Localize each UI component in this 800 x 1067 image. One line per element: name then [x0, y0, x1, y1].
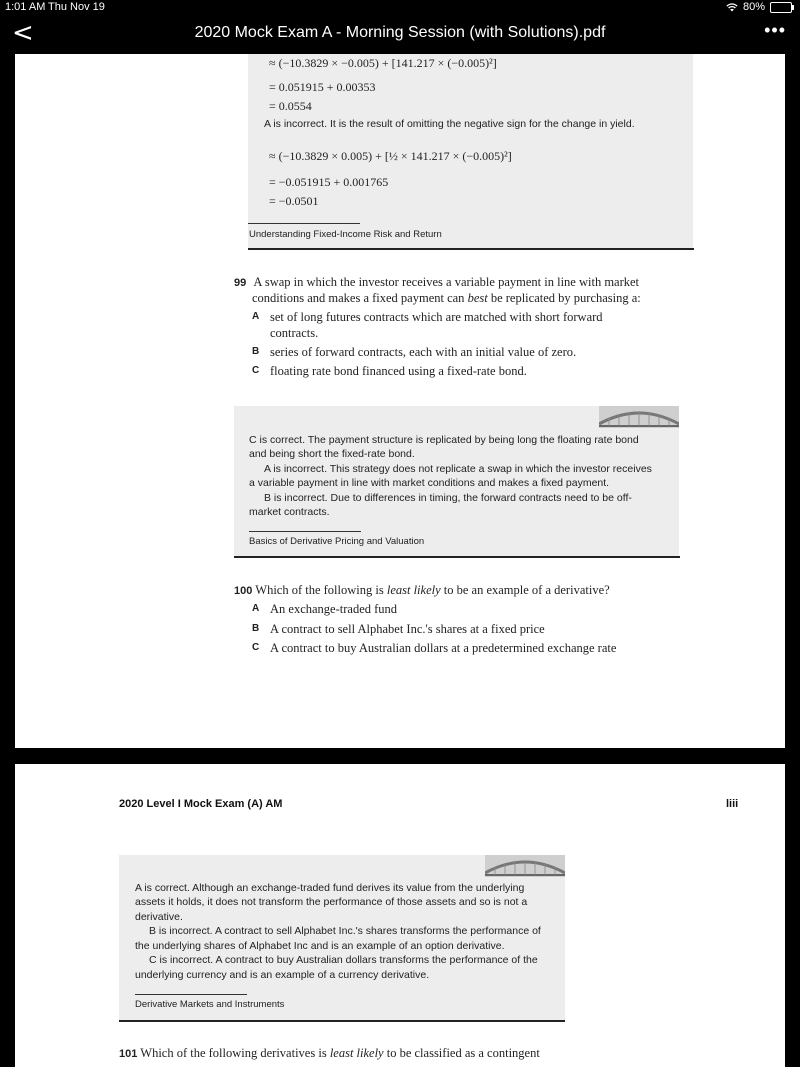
solution-a-incorrect: A is incorrect. It is the result of omitting the negative sign for the change in yield. — [264, 118, 635, 130]
option-a[interactable] — [252, 309, 672, 341]
divider-long — [119, 1020, 565, 1022]
solution-line: derivative. — [135, 911, 183, 923]
status-bar — [0, 0, 800, 16]
back-button[interactable]: < — [12, 18, 34, 48]
divider-long — [234, 556, 680, 558]
divider-short — [248, 223, 360, 224]
page-header-title: 2020 Level I Mock Exam (A) AM — [119, 798, 283, 810]
option-letter: A — [252, 603, 260, 614]
question-101 — [119, 1045, 540, 1062]
question-number: 101 — [119, 1048, 138, 1060]
solution-line: market contracts. — [249, 506, 330, 518]
question-99-line2 — [252, 290, 641, 306]
bridge-icon — [485, 855, 565, 877]
reading-reference: Derivative Markets and Instruments — [135, 999, 285, 1010]
status-right — [726, 1, 792, 13]
math-line-2: = 0.051915 + 0.00353 — [269, 80, 376, 94]
option-letter: C — [252, 642, 260, 653]
solution-line: A is correct. Although an exchange-traded fund derives its value from the underlying — [135, 882, 525, 894]
solution-line: the underlying shares of Alphabet Inc and is an example of an option derivative. — [135, 940, 505, 952]
pdf-page-1[interactable] — [15, 54, 785, 748]
solution-line: underlying currency and is an example of a currency derivative. — [135, 969, 430, 981]
emphasis: least likely — [329, 1046, 384, 1060]
option-text: floating rate bond financed using a fixed-rate bond. — [270, 364, 527, 378]
option-text: series of forward contracts, each with an initial value of zero. — [270, 345, 577, 359]
option-text: An exchange-traded fund — [270, 602, 398, 616]
emphasis: least likely — [386, 583, 441, 597]
solution-line: and being short the fixed-rate bond. — [249, 448, 415, 460]
question-number: 99 — [234, 277, 247, 289]
reading-reference: Basics of Derivative Pricing and Valuation — [249, 536, 425, 547]
question-text: to be an example of a derivative? — [440, 583, 610, 597]
option-letter: B — [252, 346, 260, 357]
question-text: Which of the following derivatives is — [140, 1046, 330, 1060]
option-b[interactable] — [252, 621, 672, 637]
bridge-icon — [599, 406, 679, 428]
solution-line: C is correct. The payment structure is replicated by being long the floating rate bond — [249, 434, 639, 446]
option-text: set of long futures contracts which are matched with short forward — [270, 310, 603, 324]
solution-line: A is incorrect. This strategy does not replicate a swap in which the investor receives — [264, 463, 652, 475]
pdf-page-2[interactable] — [15, 764, 785, 1067]
question-text: conditions and makes a fixed payment can — [252, 291, 468, 305]
question-100 — [234, 582, 610, 599]
math-line-4: ≈ (−10.3829 × 0.005) + [½ × 141.217 × (−0.005)²] — [269, 149, 512, 163]
document-title: 2020 Mock Exam A - Morning Session (with Solutions).pdf — [194, 24, 606, 41]
solution-line: a variable payment in line with market conditions and makes a fixed payment. — [249, 477, 610, 489]
solution-line: C is incorrect. A contract to buy Australian dollars transforms the performance of the — [149, 954, 538, 966]
math-line-6: = −0.0501 — [269, 194, 319, 208]
divider-long — [248, 248, 694, 250]
question-text: Which of the following is — [255, 583, 387, 597]
status-time: 1:01 AM — [5, 1, 46, 13]
question-99 — [234, 274, 639, 291]
question-text: to be classified as a contingent — [383, 1046, 540, 1060]
math-line-1: ≈ (−10.3829 × −0.005) + [141.217 × (−0.005)²] — [269, 56, 497, 70]
option-text: A contract to sell Alphabet Inc.'s shares at a fixed price — [270, 622, 545, 636]
battery-icon — [770, 2, 792, 13]
option-b[interactable] — [252, 344, 672, 360]
divider-short — [135, 994, 247, 995]
nav-bar — [0, 16, 800, 54]
battery-percent: 80% — [742, 1, 765, 13]
solution-line: assets it holds, it does not transform the performance of those assets and so is not a — [135, 896, 528, 908]
option-letter: C — [252, 365, 260, 376]
option-a[interactable] — [252, 601, 672, 617]
question-text: be replicated by purchasing a: — [487, 291, 641, 305]
option-text: contracts. — [270, 326, 319, 340]
question-text: A swap in which the investor receives a variable payment in line with market — [253, 275, 640, 289]
solution-line: B is incorrect. Due to differences in timing, the forward contracts need to be off- — [264, 492, 632, 504]
more-options-button[interactable]: ••• — [764, 20, 786, 40]
option-letter: A — [252, 311, 260, 322]
option-c[interactable] — [252, 363, 672, 379]
wifi-icon — [726, 3, 738, 12]
math-line-5: = −0.051915 + 0.001765 — [269, 175, 389, 189]
question-number: 100 — [234, 585, 253, 597]
solution-line: B is incorrect. A contract to sell Alphabet Inc.'s shares transforms the performance of — [149, 925, 541, 937]
reading-reference: Understanding Fixed-Income Risk and Return — [249, 229, 442, 240]
math-line-3: = 0.0554 — [269, 99, 312, 113]
option-c[interactable] — [252, 640, 682, 656]
page-number: liii — [726, 798, 739, 810]
option-text: A contract to buy Australian dollars at a predetermined exchange rate — [270, 641, 617, 655]
divider-short — [249, 531, 361, 532]
option-letter: B — [252, 623, 260, 634]
emphasis: best — [467, 291, 488, 305]
status-date: Thu Nov 19 — [48, 1, 105, 13]
